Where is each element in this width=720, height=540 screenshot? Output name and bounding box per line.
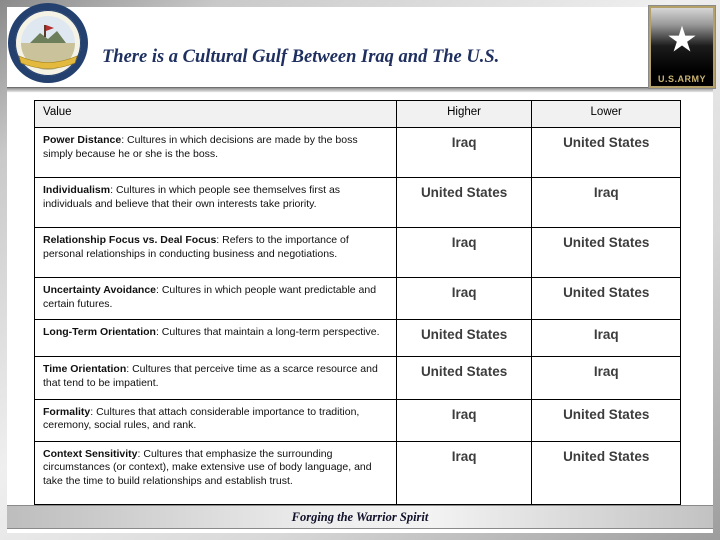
header-higher: Higher [396, 101, 532, 128]
value-cell [35, 228, 397, 278]
value-desc: : Cultures in which people see themselves first as individuals and believe that their own interests take priority. [43, 184, 341, 210]
value-desc: : Cultures in which decisions are made by the boss simply because he or she is the boss. [43, 134, 358, 160]
higher-cell: Iraq [396, 441, 532, 504]
table-row [35, 128, 681, 178]
lower-cell: United States [532, 128, 681, 178]
culture-comparison-table-area [34, 100, 681, 505]
lower-cell: Iraq [532, 320, 681, 357]
higher-cell: Iraq [396, 278, 532, 320]
value-cell [35, 320, 397, 357]
lower-cell: United States [532, 441, 681, 504]
header-lower: Lower [532, 101, 681, 128]
header-value: Value [35, 101, 397, 128]
us-army-logo [649, 6, 715, 88]
lower-cell: United States [532, 228, 681, 278]
footer-band [7, 505, 713, 529]
value-term: Context Sensitivity [43, 447, 138, 460]
table-row [35, 228, 681, 278]
value-desc: : Cultures that emphasize the surrounding circumstances (or context), make extensive use of body language, and take the time to build relationships and establish trust. [43, 447, 372, 488]
lower-cell: Iraq [532, 357, 681, 399]
header-divider [7, 87, 713, 93]
value-cell [35, 178, 397, 228]
value-term: Relationship Focus vs. Deal Focus [43, 234, 217, 246]
table-row [35, 441, 681, 504]
value-term: Power Distance [43, 134, 122, 146]
value-cell [35, 357, 397, 399]
table-row [35, 278, 681, 320]
lower-cell: United States [532, 399, 681, 441]
value-term: Uncertainty Avoidance [43, 284, 157, 296]
value-cell [35, 441, 397, 504]
value-term: Formality [43, 405, 91, 418]
value-desc: : Refers to the importance of personal relationships in conducting business and negotiations. [43, 234, 349, 260]
table-row [35, 320, 681, 357]
higher-cell: Iraq [396, 228, 532, 278]
value-term: Long-Term Orientation [43, 326, 156, 339]
higher-cell: Iraq [396, 128, 532, 178]
value-desc: : Cultures that maintain a long-term perspective. [155, 326, 380, 339]
lower-cell: Iraq [532, 178, 681, 228]
value-desc: : Cultures that attach considerable importance to tradition, ceremony, social rules, and rank. [43, 405, 360, 432]
higher-cell: United States [396, 178, 532, 228]
us-army-logo-label: U.S.ARMY [651, 71, 713, 86]
footer-motto: Forging the Warrior Spirit [291, 509, 429, 524]
table-row [35, 178, 681, 228]
higher-cell: Iraq [396, 399, 532, 441]
army-star-icon [651, 8, 713, 71]
value-term: Individualism [43, 184, 111, 196]
value-cell [35, 128, 397, 178]
lower-cell: United States [532, 278, 681, 320]
higher-cell: United States [396, 357, 532, 399]
slide-content-panel [7, 7, 713, 533]
value-desc: : Cultures that perceive time as a scarce resource and that tend to be impatient. [43, 363, 378, 389]
higher-cell: United States [396, 320, 532, 357]
value-cell [35, 278, 397, 320]
value-desc: : Cultures in which people want predictable and certain futures. [43, 284, 377, 310]
table-header-row [35, 101, 681, 128]
slide-title: There is a Cultural Gulf Between Iraq and The U.S. [102, 47, 500, 67]
army-seal-icon [6, 1, 90, 85]
culture-comparison-table [34, 100, 681, 505]
value-term: Time Orientation [43, 363, 127, 376]
value-cell [35, 399, 397, 441]
table-row [35, 399, 681, 441]
table-row [35, 357, 681, 399]
